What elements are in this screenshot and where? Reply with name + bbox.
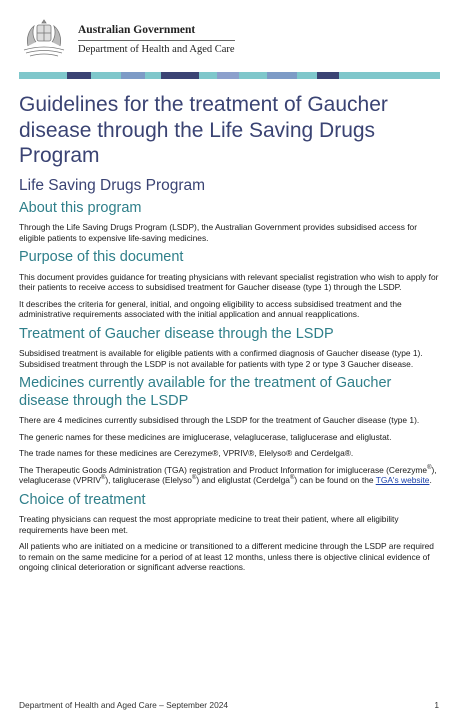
document-title: Guidelines for the treatment of Gaucher disease through the Life Saving Drugs Program: [19, 93, 388, 167]
registered-mark: ®: [289, 475, 295, 482]
heading-purpose: Purpose of this document: [19, 249, 184, 265]
medicines-paragraph-3: The trade names for these medicines are Cerezyme®, VPRIV®, Elelyso® and Cerdelga®.: [19, 448, 354, 458]
page-number: 1: [434, 700, 439, 710]
color-bar-segment: [19, 72, 67, 79]
medicines-paragraph-2: The generic names for these medicines are imiglucerase, velaglucerase, taliglucerase and eliglustat.: [19, 431, 392, 442]
color-bar-segment: [297, 72, 317, 79]
purpose-paragraph-1: This document provides guidance for treating physicians with relevant specialist registration who wish to apply for their patients to receive access to subsidised treatment for Gaucher disease (type 1) through the LSDP.: [19, 271, 439, 292]
document-body: [19, 92, 439, 579]
medicines-paragraph-4: The Therapeutic Goods Administration (TGA) registration and Product Information for imiglucerase (Cerezyme®), velaglucerase (VPRIV®), taliglucerase (Elelyso®) and eliglustat (Cerdelga®) can be found on the TGA's website.: [19, 464, 437, 485]
color-bar-segment: [267, 72, 297, 79]
color-bar-segment: [145, 72, 161, 79]
registered-mark: ®: [191, 475, 197, 482]
about-paragraph: Through the Life Saving Drugs Program (LSDP), the Australian Government provides subsidised access for eligible patients to expensive life-saving medicines.: [19, 222, 418, 243]
medicines-paragraph-1: There are 4 medicines currently subsidised through the LSDP for the treatment of Gaucher disease (type 1).: [19, 415, 420, 425]
color-bar-segment: [317, 72, 339, 79]
registered-mark: ®: [100, 475, 106, 482]
choice-paragraph-2: All patients who are initiated on a medicine or transitioned to a different medicine through the LSDP are required to remain on the same medicine for a period of at least 12 months, unless there is objective clinical evidence of ongoing clinical deterioration or significant adverse reactions.: [19, 541, 434, 572]
purpose-paragraph-2: It describes the criteria for general, initial, and ongoing eligibility to access subsidised treatment and the administrative requirements associated with the initial application and annual reapplications.: [19, 298, 402, 319]
decorative-color-bar: [19, 72, 440, 79]
page-footer: [19, 700, 439, 710]
document-subtitle: Life Saving Drugs Program: [19, 176, 206, 194]
heading-treatment: Treatment of Gaucher disease through the LSDP: [19, 325, 334, 342]
heading-about: About this program: [19, 199, 142, 216]
tga-website-link[interactable]: TGA's website: [375, 475, 430, 485]
page-header: [20, 14, 440, 64]
color-bar-segment: [239, 72, 267, 79]
choice-paragraph-1: Treating physicians can request the most appropriate medicine to treat their patient, where all eligibility requirements have been met.: [19, 514, 399, 535]
color-bar-segment: [199, 72, 217, 79]
heading-choice: Choice of treatment: [19, 491, 146, 508]
color-bar-segment: [121, 72, 145, 79]
color-bar-segment: [161, 72, 199, 79]
coat-of-arms-icon: [20, 16, 68, 58]
heading-medicines: Medicines currently available for the treatment of Gaucher disease through the LSDP: [19, 375, 392, 409]
government-wordmark: [78, 23, 235, 57]
color-bar-segment: [217, 72, 239, 79]
department-name: Department of Health and Aged Care: [78, 40, 235, 57]
color-bar-segment: [91, 72, 121, 79]
registered-mark: ®: [427, 464, 432, 471]
treatment-paragraph: Subsidised treatment is available for eligible patients with a confirmed diagnosis of Gaucher disease (type 1). Subsidised treatment through the LSDP is not available for patients with type 2 or type 3 Gaucher disease.: [19, 348, 423, 369]
footer-text: Department of Health and Aged Care – September 2024: [19, 700, 229, 710]
color-bar-segment: [339, 72, 440, 79]
government-name: Australian Government: [78, 24, 196, 36]
color-bar-segment: [67, 72, 91, 79]
